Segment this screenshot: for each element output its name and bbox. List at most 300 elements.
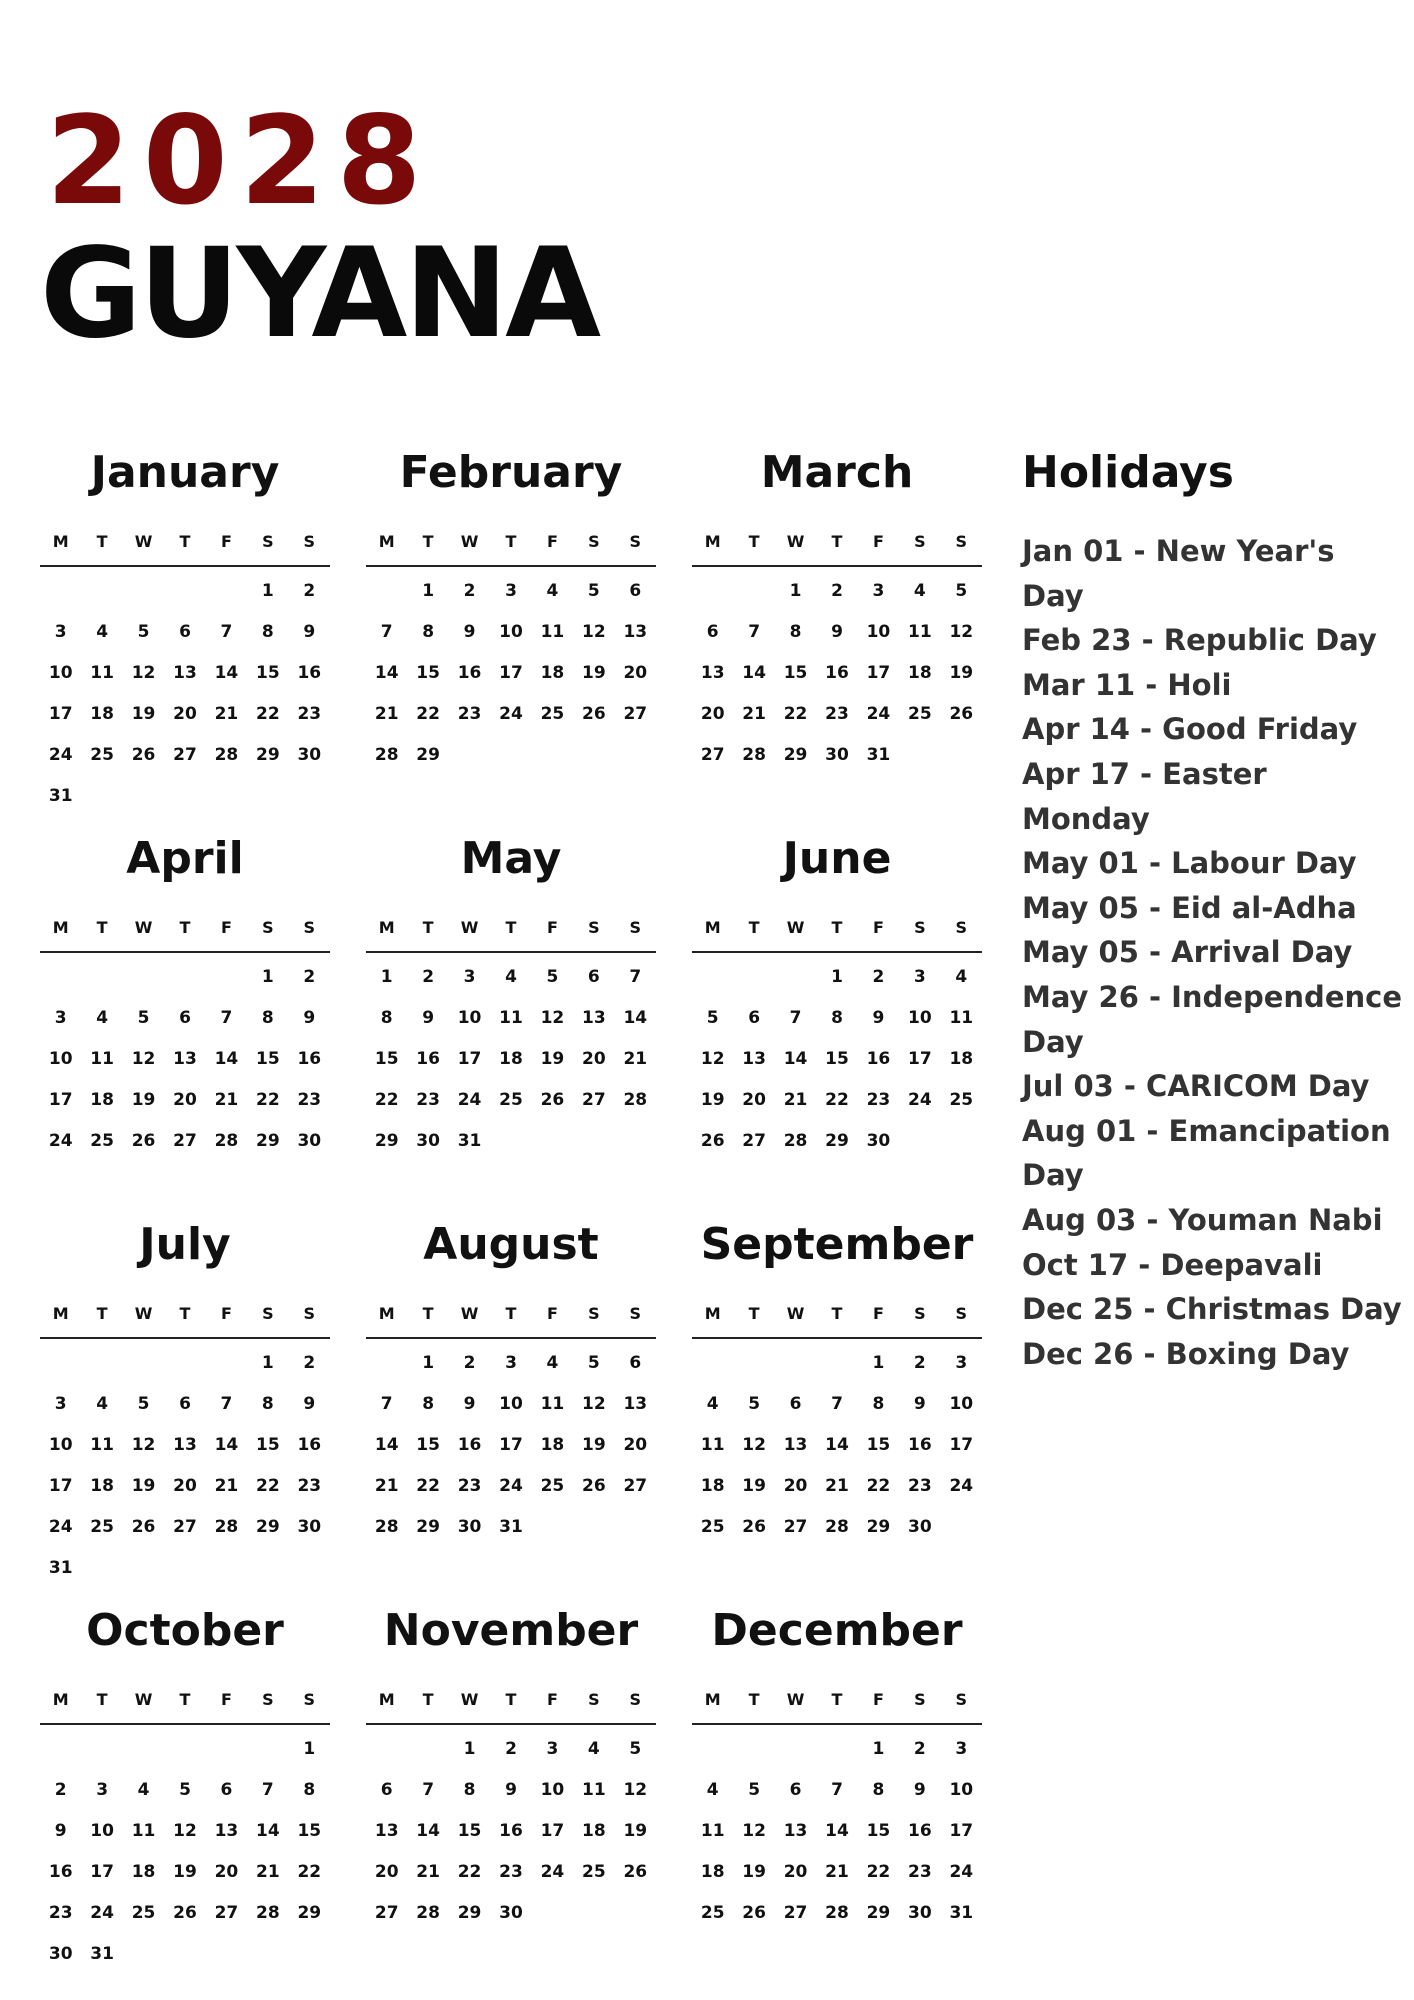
day-cell: 22 — [783, 704, 808, 724]
empty-day-cell — [81, 1729, 122, 1770]
day-cell: 21 — [783, 1090, 808, 1110]
month-name: November — [383, 1605, 639, 1656]
holiday-item: Aug 03 - Youman Nabi — [1022, 1202, 1383, 1237]
holidays-title: Holidays — [1022, 447, 1234, 498]
day-cell: 28 — [374, 745, 399, 765]
day-cell: 5 — [748, 1394, 761, 1414]
day-cell: 25 — [90, 1131, 114, 1151]
empty-day-cell — [692, 571, 733, 612]
day-cell: 2 — [54, 1780, 67, 1800]
weekday-label: W — [134, 1690, 153, 1709]
day-cell: 15 — [866, 1821, 891, 1841]
empty-day-cell — [247, 1729, 288, 1770]
empty-day-cell — [123, 571, 164, 612]
day-cell: 12 — [173, 1821, 197, 1841]
weekday-label: M — [378, 918, 395, 937]
day-cell: 9 — [303, 1008, 316, 1028]
weekday-label: M — [378, 532, 395, 551]
weekday-label: W — [786, 532, 805, 551]
empty-day-cell — [366, 1729, 407, 1770]
day-cell: 10 — [949, 1394, 974, 1414]
day-cell: 13 — [783, 1821, 808, 1841]
day-cell: 30 — [908, 1517, 932, 1537]
day-cell: 27 — [173, 1131, 197, 1151]
day-cell: 5 — [137, 1394, 150, 1414]
day-cell: 29 — [866, 1903, 891, 1923]
day-cell: 16 — [297, 1435, 322, 1455]
day-cell: 6 — [629, 581, 642, 601]
months-grid — [40, 445, 982, 1989]
weekday-header — [692, 1687, 982, 1725]
empty-day-cell — [733, 1343, 774, 1384]
weekday-label: T — [96, 918, 108, 937]
day-cell: 29 — [457, 1903, 482, 1923]
day-cell: 15 — [416, 663, 440, 683]
day-cell: 4 — [546, 1353, 559, 1373]
weekday-label: W — [786, 1690, 805, 1709]
empty-day-cell — [164, 1343, 205, 1384]
day-cell: 28 — [374, 1517, 399, 1537]
holiday-item: May 01 - Labour Day — [1022, 846, 1357, 881]
day-cell: 4 — [137, 1780, 150, 1800]
day-cell: 12 — [742, 1821, 766, 1841]
weekday-label: S — [262, 1304, 274, 1323]
day-cell: 18 — [908, 663, 932, 683]
day-cell: 12 — [131, 1435, 156, 1455]
day-cell: 18 — [949, 1049, 974, 1069]
empty-day-cell — [81, 571, 122, 612]
day-cell: 27 — [374, 1903, 399, 1923]
weekday-label: F — [872, 1690, 884, 1709]
weekday-label: S — [955, 1690, 968, 1709]
month-name: September — [700, 1219, 974, 1270]
empty-day-cell — [206, 571, 247, 612]
day-cell: 16 — [457, 1435, 482, 1455]
day-cell: 21 — [825, 1476, 849, 1496]
day-cell: 5 — [587, 581, 600, 601]
day-cell: 24 — [499, 1476, 523, 1496]
weekday-label: S — [262, 918, 274, 937]
weekday-label: S — [588, 1304, 600, 1323]
day-cell: 2 — [422, 967, 435, 987]
day-cell: 8 — [380, 1008, 393, 1028]
weekday-label: T — [422, 918, 434, 937]
empty-day-cell — [775, 957, 816, 998]
day-cell: 15 — [297, 1821, 322, 1841]
day-cell: 8 — [422, 622, 435, 642]
day-cell: 25 — [700, 1517, 725, 1537]
day-cell: 2 — [872, 967, 885, 987]
day-cell: 30 — [297, 745, 322, 765]
empty-day-cell — [733, 571, 774, 612]
day-cell: 16 — [499, 1821, 523, 1841]
day-cell: 11 — [540, 1394, 565, 1414]
weekday-label: M — [704, 1304, 721, 1323]
day-cell: 19 — [173, 1862, 197, 1882]
day-cell: 19 — [700, 1090, 725, 1110]
day-cell: 17 — [540, 1821, 565, 1841]
day-cell: 31 — [48, 786, 73, 806]
weekday-label: S — [588, 918, 600, 937]
weekday-label: T — [179, 1304, 191, 1323]
weekday-label: M — [52, 1690, 69, 1709]
day-cell: 8 — [261, 1008, 274, 1028]
weekday-label: M — [704, 532, 721, 551]
day-cell: 10 — [499, 1394, 523, 1414]
day-cell: 9 — [505, 1780, 517, 1800]
day-cell: 15 — [256, 1435, 280, 1455]
day-cell: 27 — [173, 1517, 197, 1537]
day-cell: 30 — [48, 1944, 73, 1964]
day-cell: 13 — [700, 663, 725, 683]
days-grid — [692, 1725, 982, 1934]
day-cell: 18 — [90, 1476, 114, 1496]
weekday-header — [40, 1301, 330, 1339]
day-cell: 27 — [783, 1517, 808, 1537]
day-cell: 6 — [706, 622, 719, 642]
day-cell: 23 — [866, 1090, 891, 1110]
day-cell: 13 — [173, 1435, 197, 1455]
weekday-header — [40, 1687, 330, 1725]
day-cell: 7 — [748, 622, 761, 642]
day-cell: 23 — [499, 1862, 523, 1882]
day-cell: 14 — [374, 1435, 399, 1455]
day-cell: 4 — [546, 581, 559, 601]
day-cell: 14 — [214, 663, 239, 683]
day-cell: 9 — [831, 622, 843, 642]
weekday-label: F — [546, 1304, 558, 1323]
day-cell: 26 — [131, 1131, 156, 1151]
day-cell: 27 — [623, 704, 648, 724]
day-cell: 21 — [374, 1476, 399, 1496]
day-cell: 28 — [825, 1517, 849, 1537]
month-name: December — [711, 1605, 963, 1656]
day-cell: 11 — [949, 1008, 974, 1028]
holidays-panel — [1022, 445, 1402, 1376]
day-cell: 12 — [623, 1780, 648, 1800]
empty-day-cell — [123, 957, 164, 998]
day-cell: 18 — [700, 1862, 725, 1882]
weekday-label: S — [914, 532, 926, 551]
weekday-label: T — [422, 532, 434, 551]
day-cell: 2 — [303, 967, 316, 987]
day-cell: 14 — [825, 1435, 849, 1455]
month-may — [366, 831, 656, 1217]
weekday-header — [692, 1301, 982, 1339]
empty-day-cell — [40, 957, 81, 998]
day-cell: 13 — [623, 1394, 648, 1414]
day-cell: 30 — [825, 745, 849, 765]
holiday-item: Jul 03 - CARICOM Day — [1022, 1069, 1370, 1104]
day-cell: 19 — [582, 663, 606, 683]
day-cell: 2 — [463, 581, 476, 601]
day-cell: 25 — [90, 745, 114, 765]
days-grid — [366, 1339, 656, 1548]
empty-day-cell — [164, 571, 205, 612]
weekday-label: T — [505, 1690, 517, 1709]
empty-day-cell — [692, 1343, 733, 1384]
day-cell: 14 — [623, 1008, 648, 1028]
weekday-label: M — [378, 1304, 395, 1323]
day-cell: 22 — [256, 1476, 280, 1496]
day-cell: 16 — [297, 663, 322, 683]
day-cell: 13 — [374, 1821, 399, 1841]
weekday-header — [366, 529, 656, 567]
day-cell: 19 — [742, 1476, 766, 1496]
month-april — [40, 831, 330, 1217]
day-cell: 30 — [499, 1903, 523, 1923]
day-cell: 16 — [457, 663, 482, 683]
day-cell: 6 — [179, 1008, 191, 1028]
holiday-item: Feb 23 - Republic Day — [1022, 623, 1377, 658]
day-cell: 23 — [48, 1903, 73, 1923]
day-cell: 24 — [90, 1903, 114, 1923]
day-cell: 1 — [422, 1353, 435, 1373]
day-cell: 5 — [955, 581, 968, 601]
empty-day-cell — [775, 1729, 816, 1770]
weekday-label: S — [914, 1304, 926, 1323]
weekday-label: T — [422, 1304, 434, 1323]
days-grid — [692, 953, 982, 1162]
day-cell: 11 — [90, 1435, 114, 1455]
day-cell: 29 — [416, 745, 440, 765]
empty-day-cell — [206, 957, 247, 998]
weekday-label: F — [220, 1304, 232, 1323]
weekday-label: W — [134, 1304, 153, 1323]
day-cell: 9 — [913, 1780, 926, 1800]
day-cell: 17 — [48, 1476, 73, 1496]
day-cell: 18 — [499, 1049, 523, 1069]
day-cell: 20 — [582, 1049, 606, 1069]
day-cell: 29 — [256, 745, 280, 765]
day-cell: 27 — [783, 1903, 808, 1923]
day-cell: 1 — [831, 967, 843, 987]
day-cell: 25 — [700, 1903, 725, 1923]
days-grid — [692, 567, 982, 776]
day-cell: 6 — [748, 1008, 761, 1028]
day-cell: 7 — [380, 1394, 393, 1414]
day-cell: 3 — [54, 1008, 67, 1028]
weekday-header — [40, 915, 330, 953]
day-cell: 14 — [374, 663, 399, 683]
holiday-item: May 05 - Arrival Day — [1022, 935, 1353, 970]
day-cell: 30 — [866, 1131, 891, 1151]
weekday-header — [366, 1301, 656, 1339]
day-cell: 29 — [297, 1903, 322, 1923]
weekday-label: F — [546, 1690, 558, 1709]
day-cell: 18 — [700, 1476, 725, 1496]
day-cell: 26 — [700, 1131, 725, 1151]
day-cell: 7 — [629, 967, 642, 987]
weekday-label: T — [179, 1690, 191, 1709]
day-cell: 26 — [173, 1903, 197, 1923]
day-cell: 20 — [742, 1090, 766, 1110]
day-cell: 8 — [463, 1780, 476, 1800]
day-cell: 4 — [706, 1780, 719, 1800]
day-cell: 25 — [908, 704, 932, 724]
day-cell: 2 — [463, 1353, 476, 1373]
day-cell: 20 — [783, 1862, 808, 1882]
day-cell: 14 — [416, 1821, 440, 1841]
day-cell: 22 — [256, 1090, 280, 1110]
day-cell: 5 — [748, 1780, 761, 1800]
weekday-label: M — [704, 918, 721, 937]
day-cell: 26 — [742, 1903, 766, 1923]
day-cell: 4 — [913, 581, 926, 601]
weekday-label: S — [955, 918, 968, 937]
day-cell: 26 — [582, 704, 606, 724]
day-cell: 4 — [96, 622, 109, 642]
days-grid — [40, 1725, 330, 1975]
day-cell: 26 — [540, 1090, 565, 1110]
weekday-label: F — [546, 532, 558, 551]
month-name: July — [139, 1219, 231, 1270]
empty-day-cell — [206, 1729, 247, 1770]
day-cell: 30 — [457, 1517, 482, 1537]
day-cell: 1 — [261, 581, 274, 601]
weekday-label: F — [220, 918, 232, 937]
day-cell: 11 — [908, 622, 932, 642]
weekday-label: W — [134, 918, 153, 937]
day-cell: 12 — [131, 1049, 156, 1069]
weekday-label: T — [505, 918, 517, 937]
day-cell: 19 — [582, 1435, 606, 1455]
day-cell: 23 — [908, 1862, 932, 1882]
day-cell: 6 — [789, 1394, 802, 1414]
day-cell: 17 — [90, 1862, 114, 1882]
weekday-label: M — [704, 1690, 721, 1709]
day-cell: 28 — [825, 1903, 849, 1923]
weekday-label: M — [52, 918, 69, 937]
day-cell: 30 — [297, 1131, 322, 1151]
day-cell: 30 — [297, 1517, 322, 1537]
weekday-label: T — [748, 918, 760, 937]
day-cell: 21 — [214, 704, 239, 724]
day-cell: 7 — [261, 1780, 274, 1800]
day-cell: 26 — [131, 745, 156, 765]
day-cell: 11 — [582, 1780, 606, 1800]
weekday-label: T — [748, 1690, 760, 1709]
weekday-label: W — [786, 1304, 805, 1323]
day-cell: 27 — [214, 1903, 239, 1923]
day-cell: 13 — [783, 1435, 808, 1455]
day-cell: 1 — [463, 1739, 476, 1759]
day-cell: 25 — [540, 1476, 565, 1496]
day-cell: 6 — [629, 1353, 642, 1373]
weekday-label: W — [460, 532, 479, 551]
day-cell: 24 — [499, 704, 523, 724]
weekday-label: S — [629, 532, 642, 551]
day-cell: 8 — [789, 622, 802, 642]
day-cell: 12 — [700, 1049, 725, 1069]
day-cell: 4 — [587, 1739, 600, 1759]
day-cell: 24 — [949, 1476, 974, 1496]
month-march — [692, 445, 982, 831]
day-cell: 22 — [416, 1476, 440, 1496]
day-cell: 13 — [214, 1821, 239, 1841]
day-cell: 15 — [416, 1435, 440, 1455]
day-cell: 15 — [866, 1435, 891, 1455]
holiday-item: May 05 - Eid al-Adha — [1022, 890, 1357, 925]
weekday-label: F — [220, 1690, 232, 1709]
day-cell: 5 — [629, 1739, 642, 1759]
weekday-label: W — [134, 532, 153, 551]
day-cell: 10 — [48, 1435, 73, 1455]
day-cell: 21 — [256, 1862, 280, 1882]
day-cell: 6 — [380, 1780, 393, 1800]
month-name: May — [460, 833, 562, 884]
day-cell: 3 — [955, 1353, 968, 1373]
day-cell: 25 — [582, 1862, 606, 1882]
empty-day-cell — [366, 571, 407, 612]
weekday-label: T — [831, 1690, 843, 1709]
day-cell: 12 — [131, 663, 156, 683]
empty-day-cell — [733, 1729, 774, 1770]
empty-day-cell — [366, 1343, 407, 1384]
day-cell: 24 — [540, 1862, 565, 1882]
day-cell: 5 — [706, 1008, 719, 1028]
day-cell: 20 — [374, 1862, 399, 1882]
day-cell: 23 — [825, 704, 849, 724]
weekday-label: S — [303, 918, 316, 937]
day-cell: 26 — [582, 1476, 606, 1496]
day-cell: 10 — [908, 1008, 932, 1028]
day-cell: 5 — [137, 622, 150, 642]
month-name: June — [782, 833, 892, 884]
weekday-label: S — [303, 1690, 316, 1709]
weekday-label: S — [588, 1690, 600, 1709]
day-cell: 16 — [908, 1821, 932, 1841]
day-cell: 11 — [90, 663, 114, 683]
day-cell: 22 — [866, 1476, 891, 1496]
days-grid — [40, 567, 330, 817]
weekday-label: W — [786, 918, 805, 937]
day-cell: 15 — [374, 1049, 399, 1069]
weekday-label: S — [629, 1304, 642, 1323]
holiday-item: Dec 25 - Christmas Day — [1022, 1292, 1402, 1327]
day-cell: 20 — [173, 1476, 197, 1496]
weekday-label: T — [748, 532, 760, 551]
empty-day-cell — [40, 1729, 81, 1770]
day-cell: 26 — [131, 1517, 156, 1537]
day-cell: 3 — [96, 1780, 109, 1800]
day-cell: 2 — [913, 1353, 926, 1373]
weekday-label: F — [220, 532, 232, 551]
day-cell: 10 — [457, 1008, 482, 1028]
weekday-label: S — [262, 532, 274, 551]
day-cell: 7 — [220, 1394, 233, 1414]
day-cell: 25 — [90, 1517, 114, 1537]
weekday-header — [692, 915, 982, 953]
weekday-label: T — [505, 1304, 517, 1323]
day-cell: 17 — [499, 663, 523, 683]
empty-day-cell — [81, 1343, 122, 1384]
month-november — [366, 1603, 656, 1989]
day-cell: 18 — [540, 1435, 565, 1455]
day-cell: 5 — [137, 1008, 150, 1028]
day-cell: 18 — [131, 1862, 156, 1882]
day-cell: 22 — [256, 704, 280, 724]
day-cell: 22 — [374, 1090, 399, 1110]
day-cell: 3 — [955, 1739, 968, 1759]
day-cell: 18 — [90, 704, 114, 724]
day-cell: 2 — [505, 1739, 517, 1759]
empty-day-cell — [40, 571, 81, 612]
day-cell: 31 — [90, 1944, 114, 1964]
empty-day-cell — [692, 957, 733, 998]
day-cell: 15 — [457, 1821, 482, 1841]
day-cell: 7 — [422, 1780, 435, 1800]
